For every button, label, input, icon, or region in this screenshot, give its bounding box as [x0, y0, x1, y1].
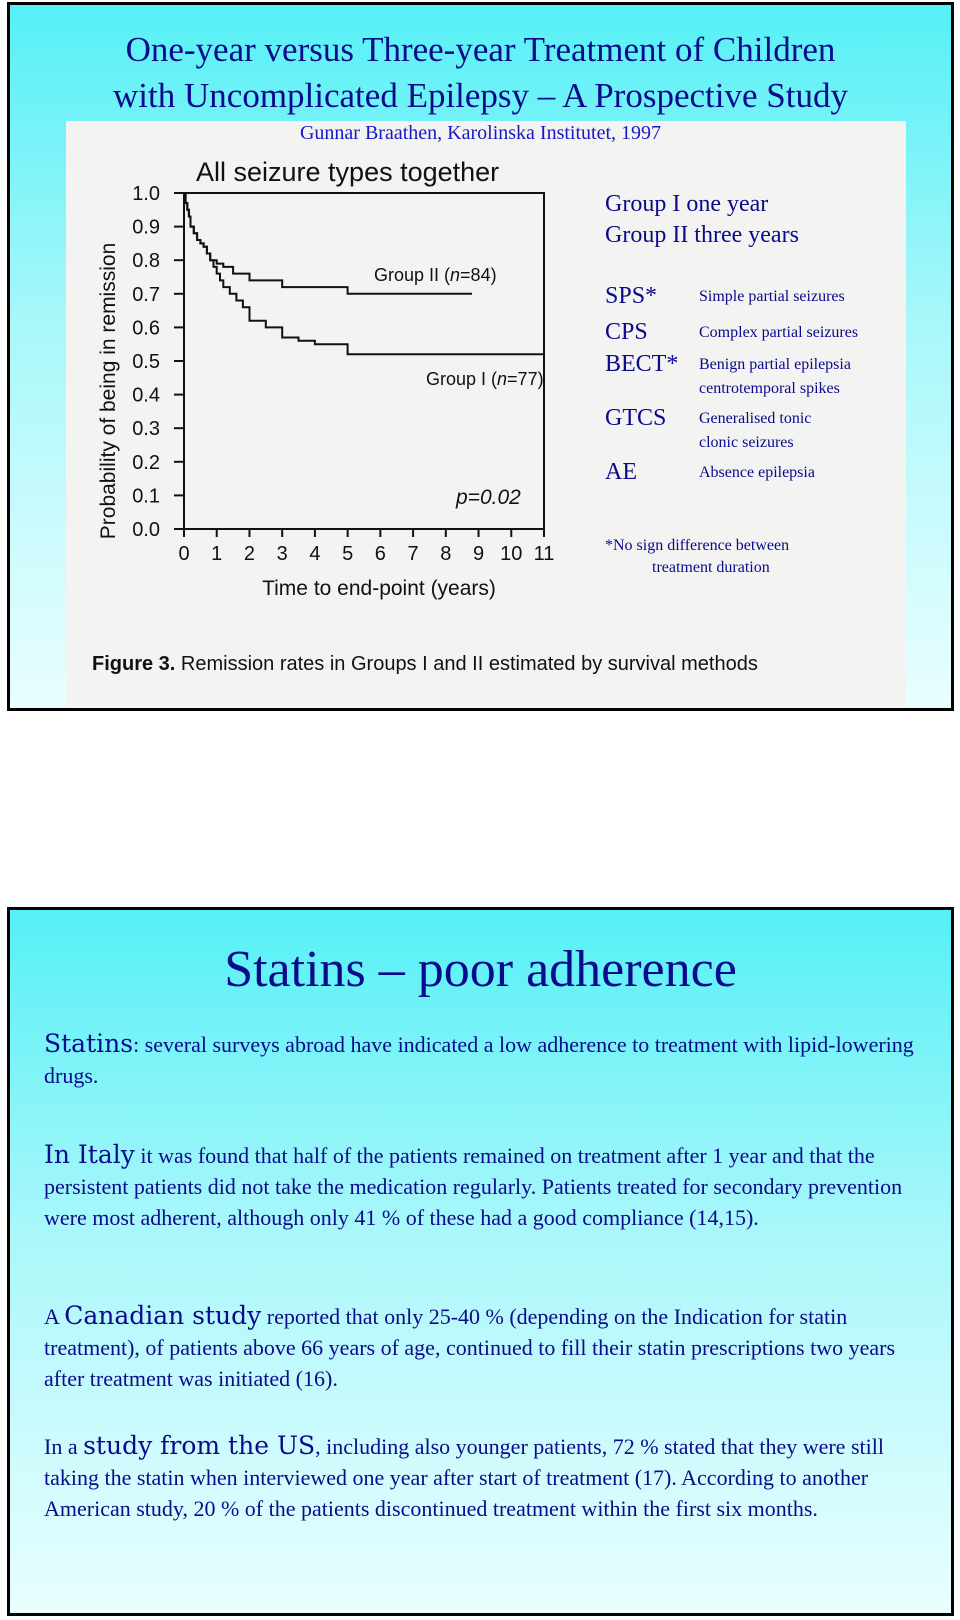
y-tick-label: 0.2	[132, 451, 160, 474]
title-line-1: One-year versus Three-year Treatment of Children	[125, 30, 836, 69]
x-tick-label: 5	[342, 543, 354, 565]
abbr-code: BECT*	[605, 351, 679, 377]
y-tick-label: 0.6	[132, 317, 160, 340]
paragraph-canada	[44, 1300, 924, 1394]
paragraph-text: : several surveys abroad have indicated a low adherence to treatment with lipid-lowering drugs.	[44, 1032, 914, 1088]
slide-epilepsy	[7, 2, 954, 711]
x-tick-label: 3	[276, 543, 288, 565]
figure-caption	[92, 653, 758, 675]
plot-frame	[184, 193, 544, 529]
slide-title	[10, 27, 951, 119]
y-tick-label: 0.0	[132, 519, 160, 541]
slide-title: Statins – poor adherence	[224, 941, 737, 998]
figure-caption-label: Figure 3.	[92, 653, 176, 675]
paragraph-lead: Canadian study	[64, 1301, 262, 1330]
abbr-code: CPS	[605, 319, 648, 345]
x-axis-label: Time to end-point (years)	[262, 577, 496, 600]
paragraph-statins	[44, 1028, 924, 1091]
title-line-2: with Uncomplicated Epilepsy – A Prospective Study	[113, 76, 848, 115]
paragraph-lead: study from the US	[83, 1431, 316, 1460]
abbr-desc: Complex partial seizures	[699, 324, 859, 341]
y-tick-label: 0.4	[132, 384, 160, 407]
y-tick-label: 0.9	[132, 216, 160, 239]
y-tick-label: 0.7	[132, 283, 160, 306]
x-tick-label: 10	[500, 543, 523, 565]
x-tick-label: 7	[407, 543, 419, 565]
abbr-desc: Benign partial epilepsia centrotemporal spikes	[699, 356, 851, 397]
series-label-group2: Group II (n=84)	[374, 265, 497, 285]
y-tick-label: 0.1	[132, 485, 160, 508]
abbr-code: AE	[605, 459, 637, 485]
note-line-1: *No sign difference between	[605, 537, 790, 554]
x-tick-label: 8	[440, 543, 452, 565]
x-tick-label: 0	[178, 543, 190, 565]
x-tick-label: 1	[211, 543, 223, 565]
p-value-annotation: p=0.02	[456, 486, 521, 509]
abbr-desc: Generalised tonic clonic seizures	[699, 410, 812, 451]
paragraph-us	[44, 1430, 924, 1524]
abbr-desc: Simple partial seizures	[699, 288, 845, 305]
abbr-desc: Absence epilepsia	[699, 464, 815, 481]
x-tick-label: 4	[309, 543, 321, 565]
paragraph-text: it was found that half of the patients remained on treatment after 1 year and that the persistent patients did not take the medication regularly. Patients treated for secondary prevention were most adherent, although only 41 % of these had a good compliance (14,15).	[44, 1143, 903, 1230]
y-tick-label: 1.0	[132, 183, 160, 205]
abbr-code: GTCS	[605, 405, 667, 431]
series-label-group1: Group I (n=77)	[426, 369, 544, 389]
paragraph-text: reported that only 25-40 % (depending on the Indication for statin treatment), of patients above 66 years of age, continued to fill their statin prescriptions two years after treatment was initiated (16).	[44, 1304, 896, 1391]
chart-axes	[184, 193, 544, 529]
paragraph-lead: Statins	[44, 1029, 134, 1058]
paragraph-prefix: A	[44, 1304, 65, 1329]
paragraph-lead: In Italy	[44, 1140, 135, 1169]
y-tick-label: 0.3	[132, 418, 160, 441]
y-tick-label: 0.8	[132, 250, 160, 273]
y-tick-label: 0.5	[132, 351, 160, 373]
legend-group-1: Group I one year	[605, 191, 769, 217]
slide-statins	[7, 907, 954, 1616]
y-axis-label: Probability of being in remission	[97, 242, 120, 540]
x-tick-label: 2	[243, 543, 256, 565]
author-line: Gunnar Braathen, Karolinska Institutet, 1997	[299, 122, 662, 144]
abbr-code: SPS*	[605, 283, 658, 309]
x-tick-label: 9	[472, 543, 485, 565]
paragraph-italy	[44, 1139, 924, 1233]
paragraph-text: , including also younger patients, 72 % stated that they were still taking the statin when interviewed one year after start of treatment (17). According to another American study, 20 % of the patients discontinued treatment within the first six months.	[44, 1434, 884, 1521]
x-tick-label: 6	[374, 543, 386, 565]
group-legend	[605, 189, 799, 251]
note-line-2: treatment duration	[652, 559, 770, 576]
legend-group-2: Group II three years	[605, 222, 799, 248]
x-tick-label: 11	[533, 543, 555, 565]
paragraph-prefix: In a	[44, 1434, 84, 1459]
figure-caption-text: Remission rates in Groups I and II estimated by survival methods	[175, 653, 758, 675]
significance-note	[605, 535, 789, 579]
chart-title: All seizure types together	[196, 157, 500, 187]
